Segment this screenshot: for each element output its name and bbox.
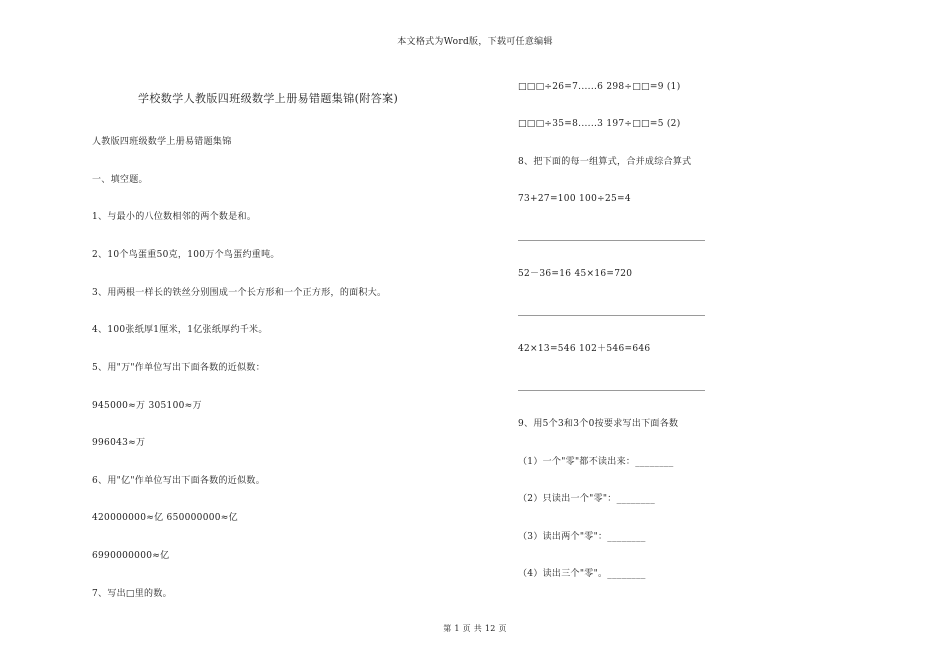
- question-5-line-1: 945000≈万 305100≈万: [92, 401, 202, 411]
- answer-line-3: [518, 390, 705, 391]
- question-9-part-2: （2）只读出一个"零"：________: [518, 494, 656, 504]
- question-6-line-2: 6990000000≈亿: [92, 551, 170, 561]
- question-9-part-4: （4）读出三个"零"。________: [518, 569, 646, 579]
- page-footer: 第 1 页 共 12 页: [443, 624, 507, 633]
- question-8-group-3: 42×13=546 102＋546=646: [518, 344, 651, 354]
- answer-line-1: [518, 240, 705, 241]
- question-9-part-1: （1）一个"零"都不读出来：________: [518, 457, 674, 467]
- question-8: 8、把下面的每一组算式，合并成综合算式: [518, 157, 692, 167]
- question-3: 3、用两根一样长的铁丝分别围成一个长方形和一个正方形，的面积大。: [92, 288, 387, 298]
- document-title: 学校数学人教版四班级数学上册易错题集锦(附答案): [138, 92, 399, 105]
- question-8-group-2: 52－36=16 45×16=720: [518, 269, 633, 279]
- section-heading-fill-blank: 一、填空题。: [92, 175, 148, 185]
- question-1: 1、与最小的八位数相邻的两个数是和。: [92, 212, 257, 222]
- question-5: 5、用"万"作单位写出下面各数的近似数：: [92, 363, 266, 373]
- question-5-line-2: 996043≈万: [92, 438, 146, 448]
- question-7-line-1: □□□÷26=7......6 298÷□□=9 (1): [518, 82, 681, 92]
- subtitle: 人教版四班级数学上册易错题集锦: [92, 137, 232, 147]
- question-8-group-1: 73+27=100 100÷25=4: [518, 194, 631, 204]
- question-4: 4、100张纸厚1厘米，1亿张纸厚约千米。: [92, 325, 268, 335]
- question-6-line-1: 420000000≈亿 650000000≈亿: [92, 513, 238, 523]
- answer-line-2: [518, 315, 705, 316]
- page-header: 本文格式为Word版，下载可任意编辑: [397, 37, 553, 47]
- question-9-part-3: （3）读出两个"零"：________: [518, 532, 646, 542]
- question-2: 2、10个鸟蛋重50克，100万个鸟蛋约重吨。: [92, 250, 280, 260]
- question-7-line-2: □□□÷35=8......3 197÷□□=5 (2): [518, 119, 681, 129]
- question-9: 9、用5个3和3个0按要求写出下面各数: [518, 419, 679, 429]
- question-7: 7、写出□里的数。: [92, 589, 172, 599]
- question-6: 6、用"亿"作单位写出下面各数的近似数。: [92, 476, 266, 486]
